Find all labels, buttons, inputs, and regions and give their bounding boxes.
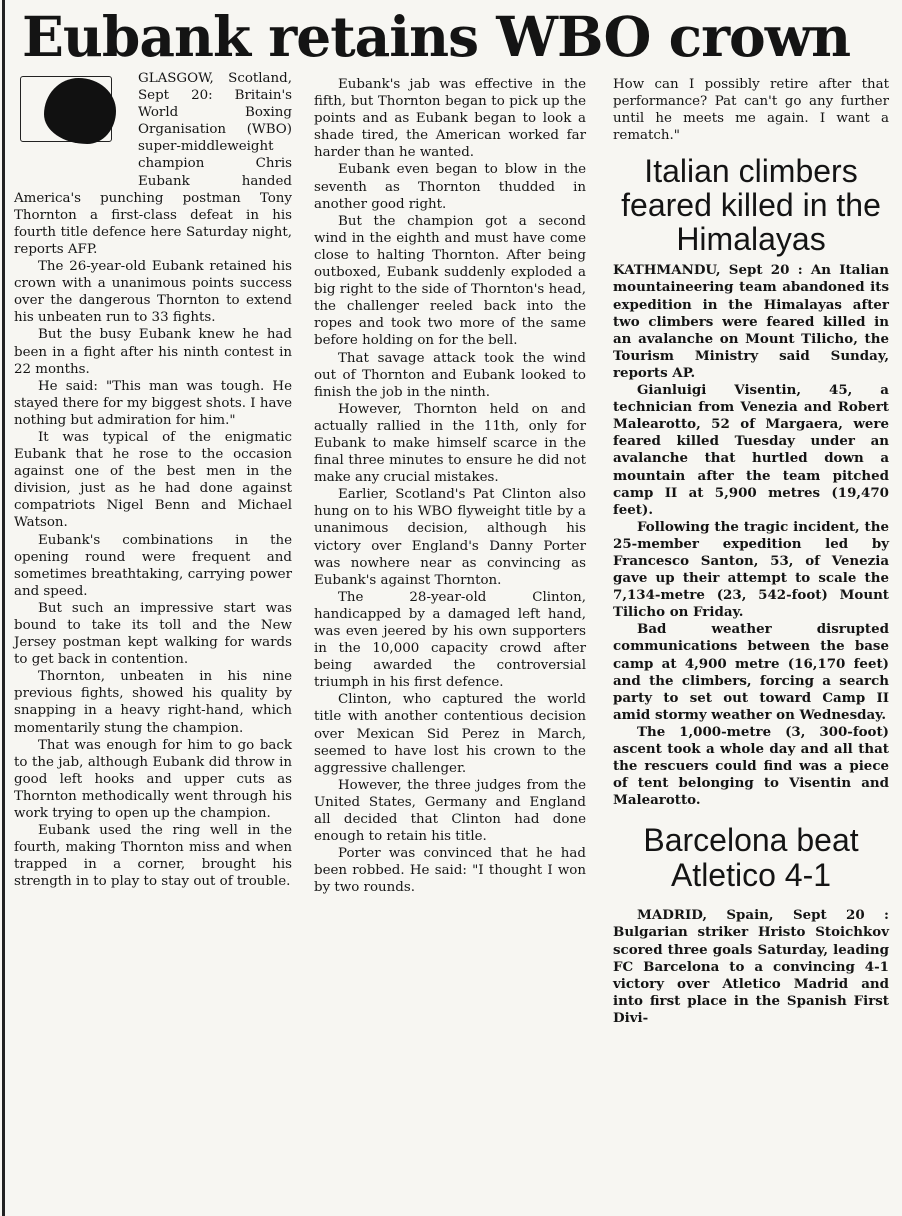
article-eubank-column-1 [14,70,292,891]
paragraph: However, the three judges from the United States, Germany and England all decided that Clinton had done enough to retain his title. [314,777,586,845]
article-himalayas [613,262,889,809]
paragraph: It was typical of the enigmatic Eubank that he rose to the occasion against one of the best men in the division, just as he had done against compatriots Nigel Benn and Michael Watson. [14,429,292,531]
paragraph: How can I possibly retire after that performance? Pat can't go any further until he meets me again. I want a rematch." [613,77,889,144]
paragraph: Thornton, unbeaten in his nine previous fights, showed his quality by snapping in a heavy right-hand, which momentarily stung the champion. [14,669,292,736]
paragraph: Bad weather disrupted communications between the base camp at 4,900 metre (16,170 feet) and the climbers, forcing a search party to set out toward Camp II amid stormy weather on Wednesday. [613,621,889,723]
paragraph: The 28-year-old Clinton, handicapped by a damaged left hand, was even jeered by his own supporters in the 10,000 capacity crowd after being awarded the controversial triumph in his first defence. [314,589,586,691]
paragraph: Earlier, Scotland's Pat Clinton also hung on to his WBO flyweight title by a unanimous decision, although his victory over England's Danny Porter was nowhere near as convincing as Eubank's against Thornton. [314,487,586,588]
paragraph: GLASGOW, Scotland, Sept 20: Britain's World Boxing Organisation (WBO) super-middleweight champion Chris Eubank handed America's punching postman Tony Thornton a first-class defeat in his fourth title defence here Saturday night, reports AFP. [14,71,292,257]
paragraph: Gianluigi Visentin, 45, a technician from Venezia and Robert Malearotto, 52 of Margaera, were feared killed Tuesday under an avalanche that hurtled down a mountain after the team pitched camp II at 5,900 metres (19,470 feet). [613,382,889,518]
himalaya-headline: Italian climbers feared killed in the Himalayas [621,153,881,258]
article-barcelona [613,907,889,1027]
paragraph: Eubank used the ring well in the fourth, making Thornton miss and when trapped in a corner, brought his strength in to play to stay out of trouble. [14,823,292,890]
paragraph: Following the tragic incident, the 25-member expedition led by Francesco Santon, 53, of Venezia gave up their attempt to scale the 7,134-metre (23, 542-foot) Mount Tilicho on Friday. [613,518,889,621]
article-eubank-column-2 [314,76,586,897]
column-3 [613,76,889,1027]
paragraph: That was enough for him to go back to the jab, although Eubank did throw in good left hooks and upper cuts as Thornton methodically went through his work trying to open up the champion. [14,737,292,822]
author-photo [14,70,130,178]
column-rule [2,0,5,1216]
paragraph: Eubank's combinations in the opening round were frequent and sometimes breathtaking, carrying power and speed. [14,532,292,599]
paragraph: KATHMANDU, Sept 20 : An Italian mountaineering team abandoned its expedition in the Himalayas after two climbers were feared killed in an avalanche on Mount Tilicho, the Tourism Ministry said Sunday, reports AP. [613,262,889,381]
paragraph: That savage attack took the wind out of Thornton and Eubank looked to finish the job in the ninth. [314,350,586,400]
main-headline: Eubank retains WBO crown [22,4,851,69]
paragraph: Porter was convinced that he had been robbed. He said: "I thought I won by two rounds. [314,846,586,896]
paragraph: The 26-year-old Eubank retained his crown with a unanimous points success over the dangerous Thornton to extend his unbeaten run to 33 fights. [14,259,292,326]
paragraph: But the busy Eubank knew he had been in a fight after his ninth contest in 22 months. [14,327,292,377]
paragraph: But such an impressive start was bound to take its toll and the New Jersey postman kept walking for wards to get back in contention. [14,600,292,668]
paragraph: However, Thornton held on and actually rallied in the 11th, only for Eubank to make himself scarce in the final three minutes to ensure he did not make any crucial mistakes. [314,401,586,486]
paragraph: The 1,000-metre (3, 300-foot) ascent took a whole day and all that the rescuers could find was a piece of tent belonging to Visentin and Malearotto. [613,723,889,809]
paragraph: He said: "This man was tough. He stayed there for my biggest shots. I have nothing but admiration for him." [14,378,292,428]
paragraph: MADRID, Spain, Sept 20 : Bulgarian striker Hristo Stoichkov scored three goals Saturday, leading FC Barcelona to a convincing 4-1 victory over Atletico Madrid and into first place in the Spanish First Divi- [613,907,889,1026]
paragraph: Clinton, who captured the world title with another contentious decision over Mexican Sid Perez in March, seemed to have lost his crown to the aggressive challenger. [314,692,586,776]
photo-blot [44,78,116,144]
paragraph: Eubank even began to blow in the seventh as Thornton thudded in another good right. [314,162,586,212]
barcelona-headline: Barcelona beat Atletico 4-1 [643,822,859,894]
paragraph: But the champion got a second wind in the eighth and must have come close to halting Thornton. After being outboxed, Eubank suddenly exploded a big right to the side of Thornton's head, the challenger reeled back into the ropes and took two more of the same before holding on for the bell. [314,213,586,349]
paragraph: Eubank's jab was effective in the fifth, but Thornton began to pick up the points and as Eubank began to look a shade tired, the American worked far harder than he wanted. [314,77,586,161]
